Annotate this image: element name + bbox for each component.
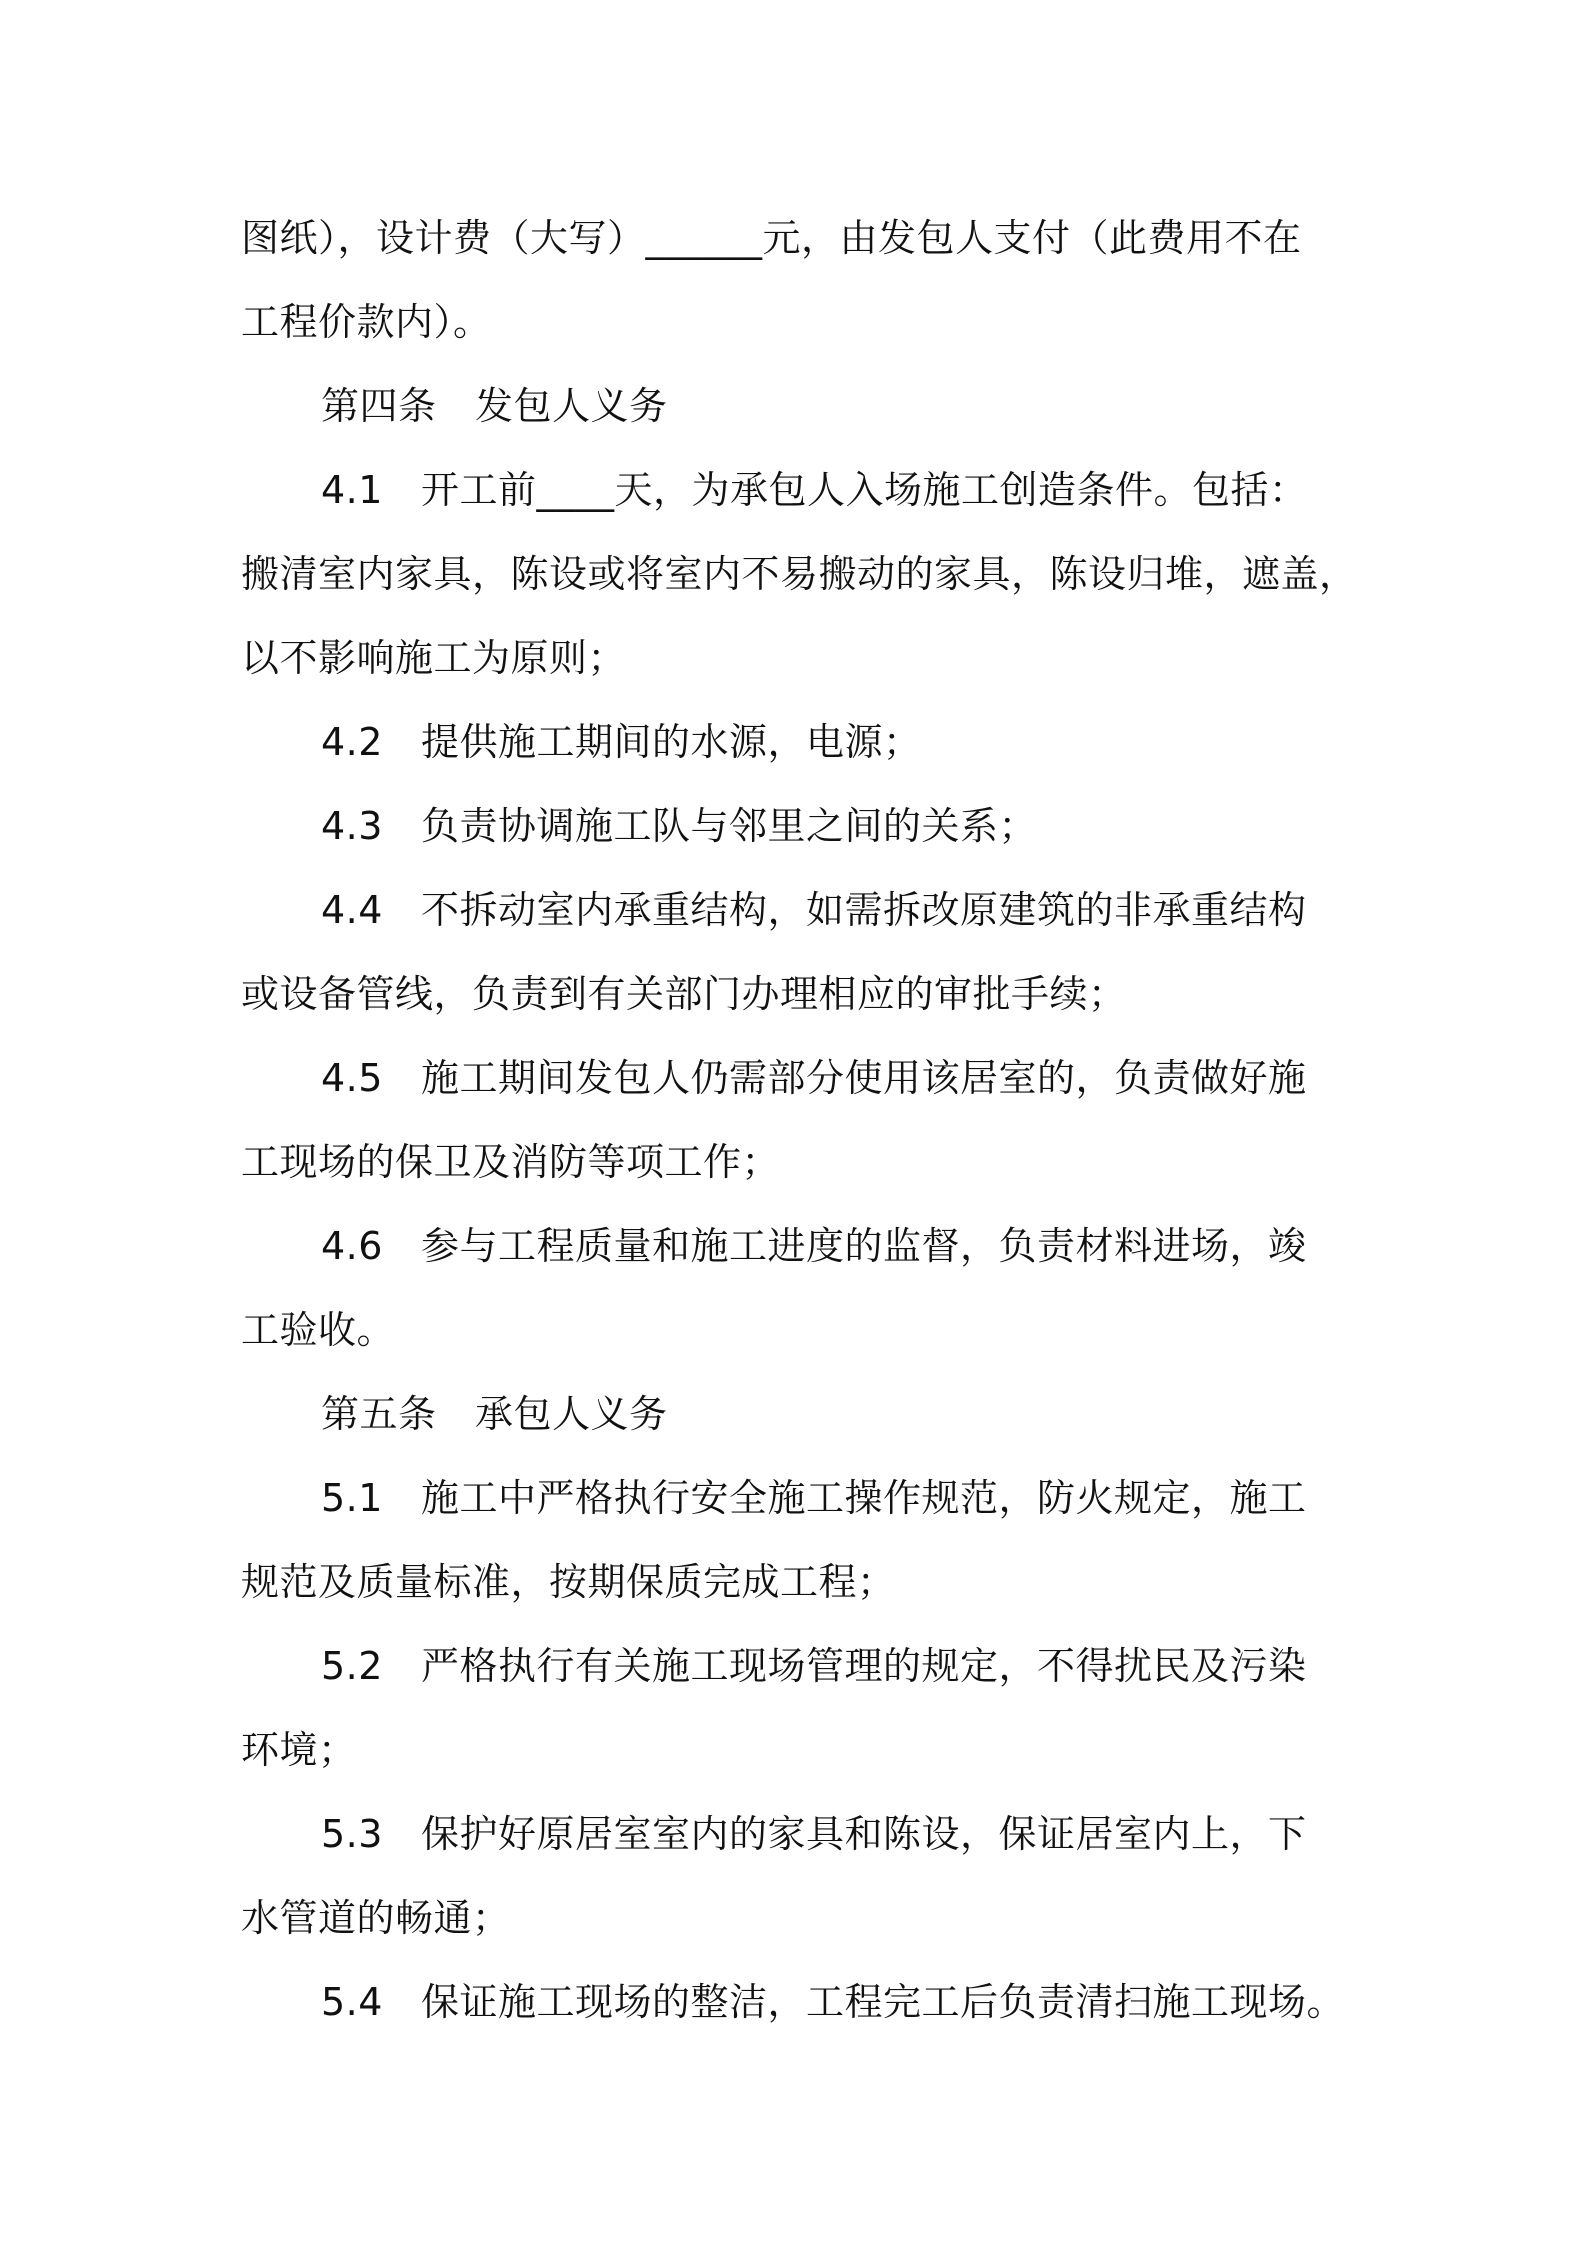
document-body — [241, 196, 1361, 2044]
paragraph-line — [241, 1876, 1361, 1960]
clause-5-4 — [241, 1960, 1361, 2044]
section-heading-article-4 — [241, 364, 1361, 448]
clause-5-2 — [241, 1624, 1361, 1708]
clause-4-2 — [241, 700, 1361, 784]
line-text: 图纸），设计费（大写）______元，由发包人支付（此费用不在 — [241, 216, 1302, 260]
clause-text: 负责协调施工队与邻里之间的关系； — [421, 804, 1038, 848]
clause-text: 不拆动室内承重结构，如需拆改原建筑的非承重结构 — [421, 888, 1307, 932]
paragraph-line — [241, 532, 1361, 616]
paragraph-line — [241, 1120, 1361, 1204]
line-text: 搬清室内家具，陈设或将室内不易搬动的家具，陈设归堆，遮盖， — [241, 552, 1358, 596]
clause-number: 4.5 — [321, 1056, 383, 1100]
line-text: 以不影响施工为原则； — [241, 636, 627, 680]
line-text: 工验收。 — [241, 1308, 396, 1352]
clause-text: 施工期间发包人仍需部分使用该居室的，负责做好施 — [421, 1056, 1307, 1100]
paragraph-line — [241, 280, 1361, 364]
clause-number: 5.4 — [321, 1980, 383, 2024]
clause-text: 保证施工现场的整洁，工程完工后负责清扫施工现场。 — [421, 1980, 1346, 2024]
clause-text: 严格执行有关施工现场管理的规定，不得扰民及污染 — [421, 1644, 1307, 1688]
line-text: 规范及质量标准，按期保质完成工程； — [241, 1560, 896, 1604]
clause-text: 开工前____天，为承包人入场施工创造条件。包括： — [421, 468, 1308, 512]
paragraph-line — [241, 1708, 1361, 1792]
paragraph-line — [241, 616, 1361, 700]
clause-4-5 — [241, 1036, 1361, 1120]
clause-number: 5.3 — [321, 1812, 383, 1856]
clause-number: 4.4 — [321, 888, 383, 932]
paragraph-line — [241, 1540, 1361, 1624]
clause-5-3 — [241, 1792, 1361, 1876]
clause-number: 5.2 — [321, 1644, 383, 1688]
paragraph-line — [241, 952, 1361, 1036]
heading-text: 第五条 承包人义务 — [321, 1392, 668, 1436]
line-text: 环境； — [241, 1728, 357, 1772]
clause-4-3 — [241, 784, 1361, 868]
line-text: 水管道的畅通； — [241, 1896, 511, 1940]
clause-text: 施工中严格执行安全施工操作规范，防火规定，施工 — [421, 1476, 1307, 1520]
heading-text: 第四条 发包人义务 — [321, 384, 668, 428]
clause-number: 4.3 — [321, 804, 383, 848]
clause-4-4 — [241, 868, 1361, 952]
line-text: 或设备管线，负责到有关部门办理相应的审批手续； — [241, 972, 1127, 1016]
paragraph-line — [241, 1288, 1361, 1372]
clause-4-1 — [241, 448, 1361, 532]
clause-number: 4.6 — [321, 1224, 383, 1268]
clause-5-1 — [241, 1456, 1361, 1540]
clause-text: 保护好原居室室内的家具和陈设，保证居室内上，下 — [421, 1812, 1307, 1856]
line-text: 工现场的保卫及消防等项工作； — [241, 1140, 781, 1184]
line-text: 工程价款内）。 — [241, 300, 492, 344]
clause-text: 参与工程质量和施工进度的监督，负责材料进场，竣 — [421, 1224, 1307, 1268]
clause-number: 4.2 — [321, 720, 383, 764]
clause-4-6 — [241, 1204, 1361, 1288]
paragraph-line — [241, 196, 1361, 280]
clause-number: 5.1 — [321, 1476, 383, 1520]
clause-text: 提供施工期间的水源，电源； — [421, 720, 922, 764]
clause-number: 4.1 — [321, 468, 383, 512]
section-heading-article-5 — [241, 1372, 1361, 1456]
